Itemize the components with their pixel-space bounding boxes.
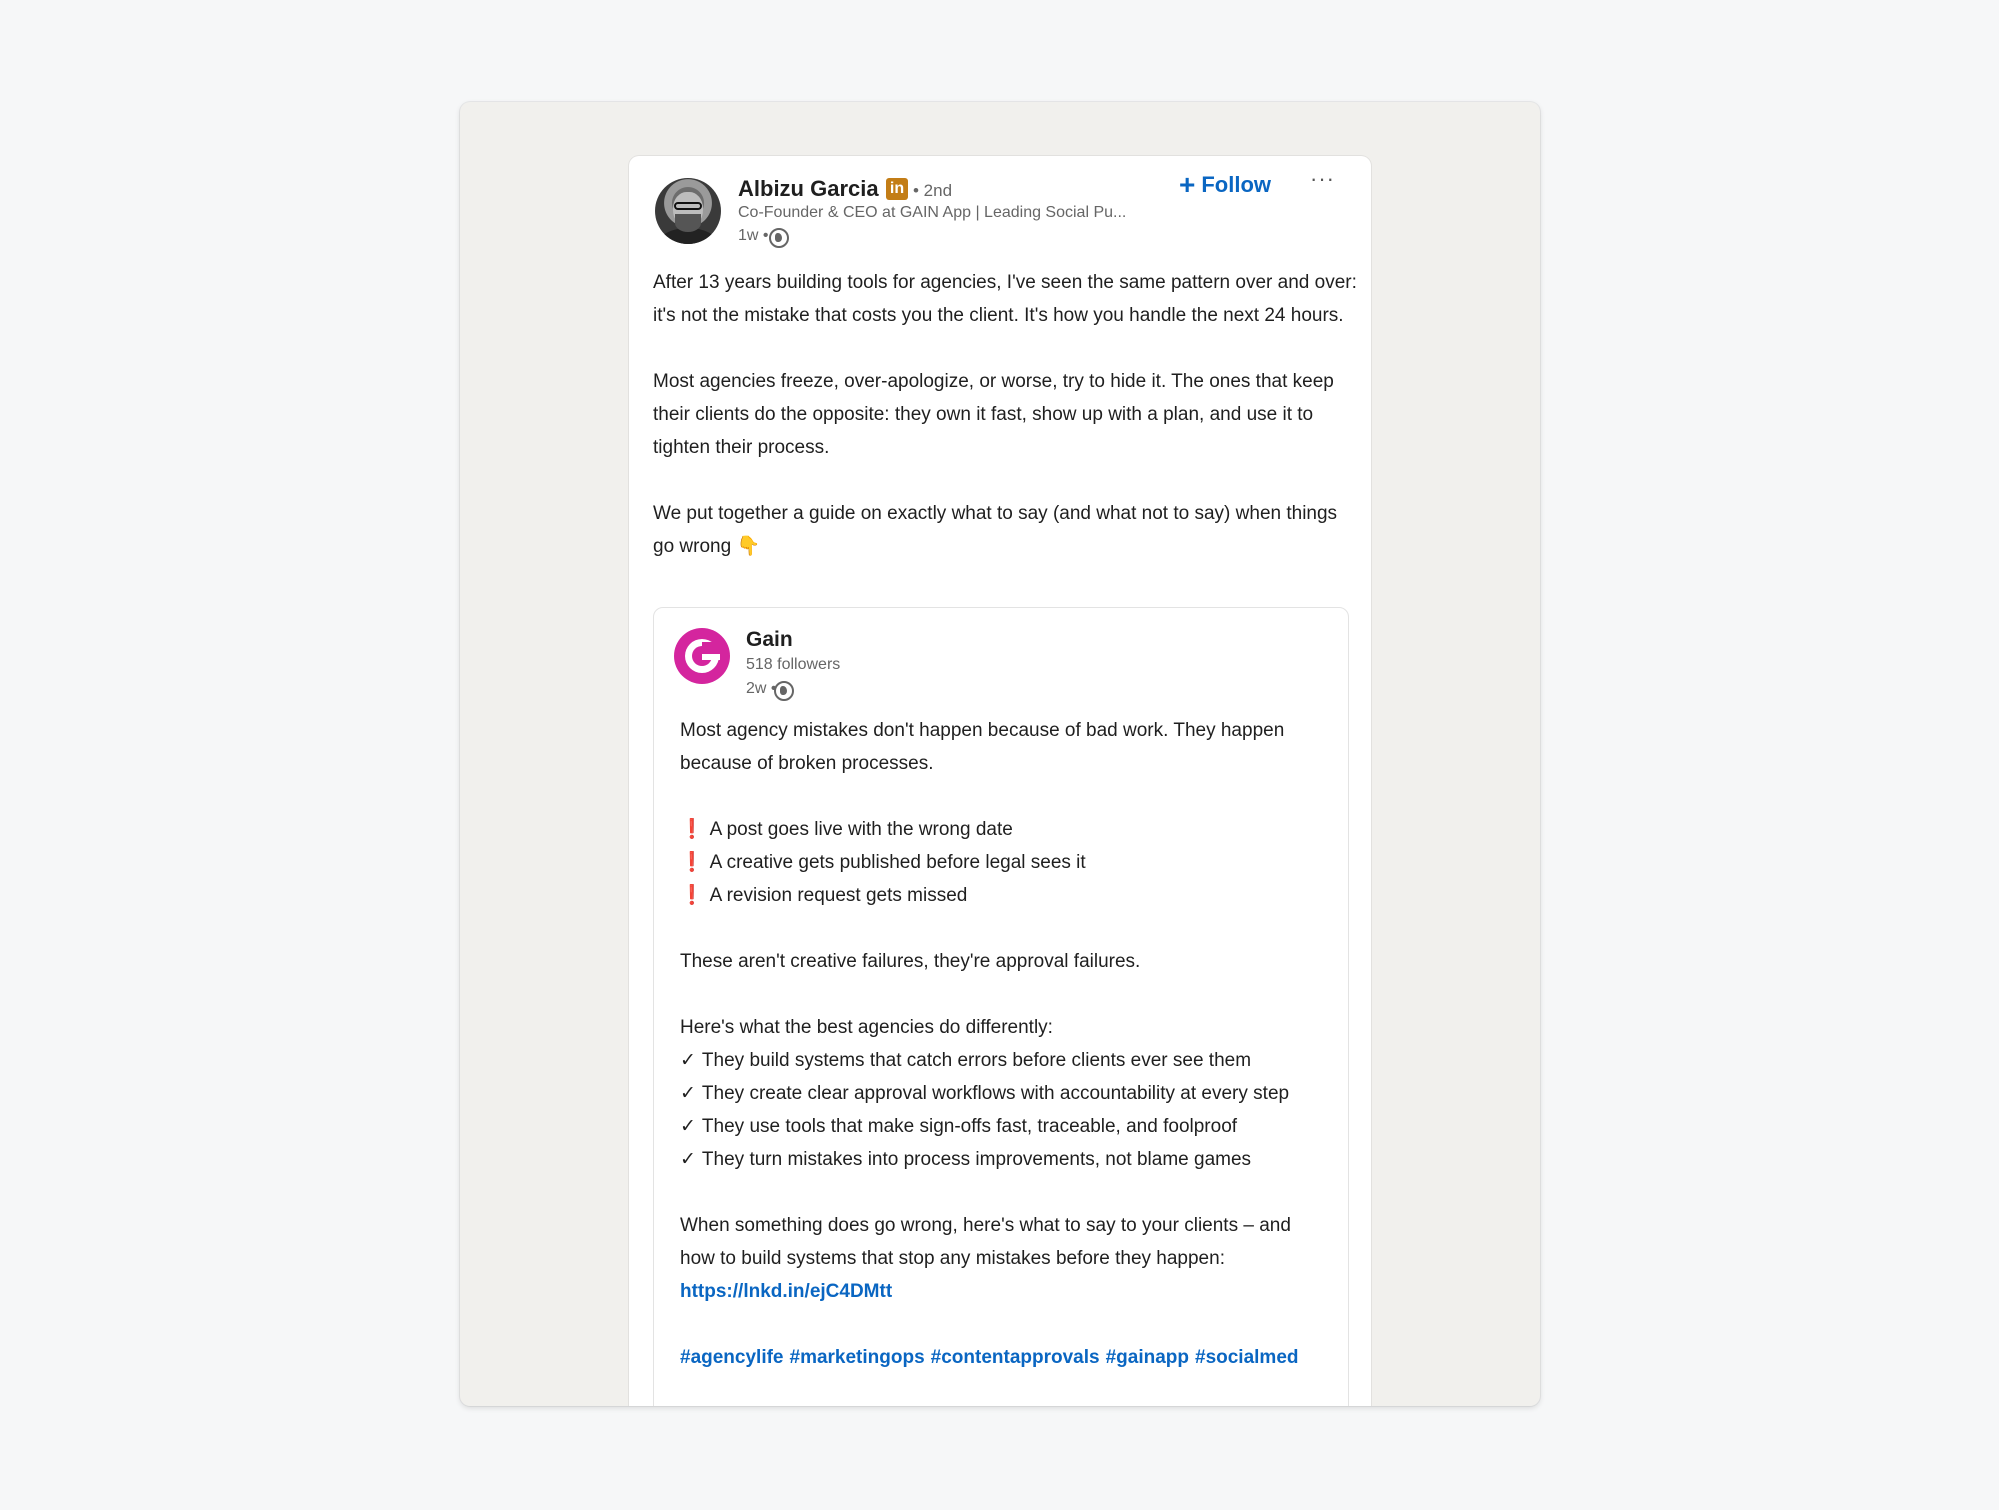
globe-icon	[769, 228, 789, 248]
shared-post-time: 2w •	[746, 680, 777, 697]
author-name[interactable]: Albizu Garcia	[738, 176, 879, 201]
shared-statement: These aren't creative failures, they're approval failures.	[680, 951, 1141, 972]
list-item: ❗ A creative gets published before legal sees it	[680, 852, 1086, 873]
checkmark-icon: ✓	[680, 1116, 696, 1137]
follow-button[interactable]	[1179, 169, 1272, 200]
list-intro: Here's what the best agencies do differently:	[680, 1017, 1053, 1038]
list-item: ✓ They create clear approval workflows with accountability at every step	[680, 1083, 1290, 1104]
company-name[interactable]: Gain	[746, 628, 793, 651]
check-list	[680, 1011, 1330, 1176]
reshared-post[interactable]	[653, 607, 1349, 1406]
globe-icon	[774, 681, 794, 701]
linkedin-premium-badge-icon: in	[886, 178, 908, 200]
post-paragraph: After 13 years building tools for agencies, I've seen the same pattern over and over: it's not the mistake that costs you the client. It's how you handle the next 24 hours.	[653, 272, 1357, 326]
exclamation-icon: ❗	[680, 819, 704, 840]
hashtag-link[interactable]: #marketingops	[789, 1347, 925, 1368]
shared-intro: Most agency mistakes don't happen because of bad work. They happen because of broken processes.	[680, 720, 1285, 774]
list-item: ✓ They use tools that make sign-offs fast, traceable, and foolproof	[680, 1116, 1238, 1137]
hashtag-link[interactable]: #contentapprovals	[930, 1347, 1100, 1368]
checkmark-icon: ✓	[680, 1050, 696, 1071]
checkmark-icon: ✓	[680, 1149, 696, 1170]
gain-logo-icon[interactable]	[674, 628, 730, 684]
post-body	[653, 266, 1358, 563]
guide-link[interactable]: https://lnkd.in/ejC4DMtt	[680, 1281, 893, 1302]
author-avatar[interactable]	[655, 178, 721, 244]
hashtag-link[interactable]: #gainapp	[1105, 1347, 1189, 1368]
connection-degree: • 2nd	[913, 181, 953, 200]
hashtag-link[interactable]: #socialmed	[1195, 1347, 1299, 1368]
post-paragraph: Most agencies freeze, over-apologize, or worse, try to hide it. The ones that keep their clients do the opposite: they own it fast, show up with a plan, and use it to tighten their process.	[653, 371, 1334, 458]
checkmark-icon: ✓	[680, 1083, 696, 1104]
post-paragraph: We put together a guide on exactly what to say (and what not to say) when things go wrong 👇	[653, 503, 1338, 557]
list-item: ✓ They turn mistakes into process improvements, not blame games	[680, 1149, 1252, 1170]
post-time: 1w •	[738, 227, 769, 244]
shared-post-body	[680, 714, 1330, 1374]
list-item: ❗ A post goes live with the wrong date	[680, 819, 1013, 840]
list-item: ✓ They build systems that catch errors before clients ever see them	[680, 1050, 1252, 1071]
warning-list	[680, 813, 1330, 912]
exclamation-icon: ❗	[680, 885, 704, 906]
screenshot-frame	[460, 102, 1540, 1406]
feed-post	[629, 156, 1371, 1406]
exclamation-icon: ❗	[680, 852, 704, 873]
hashtags	[680, 1341, 1336, 1374]
author-headline: Co-Founder & CEO at GAIN App | Leading Social Pu...	[738, 204, 1127, 221]
follow-label: Follow	[1201, 172, 1272, 197]
company-followers: 518 followers	[746, 656, 841, 673]
plus-icon: +	[1179, 169, 1196, 200]
more-options-icon[interactable]: ···	[1310, 166, 1335, 191]
shared-closing: When something does go wrong, here's what to say to your clients – and how to build systems that stop any mistakes before they happen: https://lnkd.in/ejC4DMtt	[680, 1215, 1291, 1302]
hashtag-link[interactable]: #agencylife	[680, 1347, 784, 1368]
list-item: ❗ A revision request gets missed	[680, 885, 968, 906]
